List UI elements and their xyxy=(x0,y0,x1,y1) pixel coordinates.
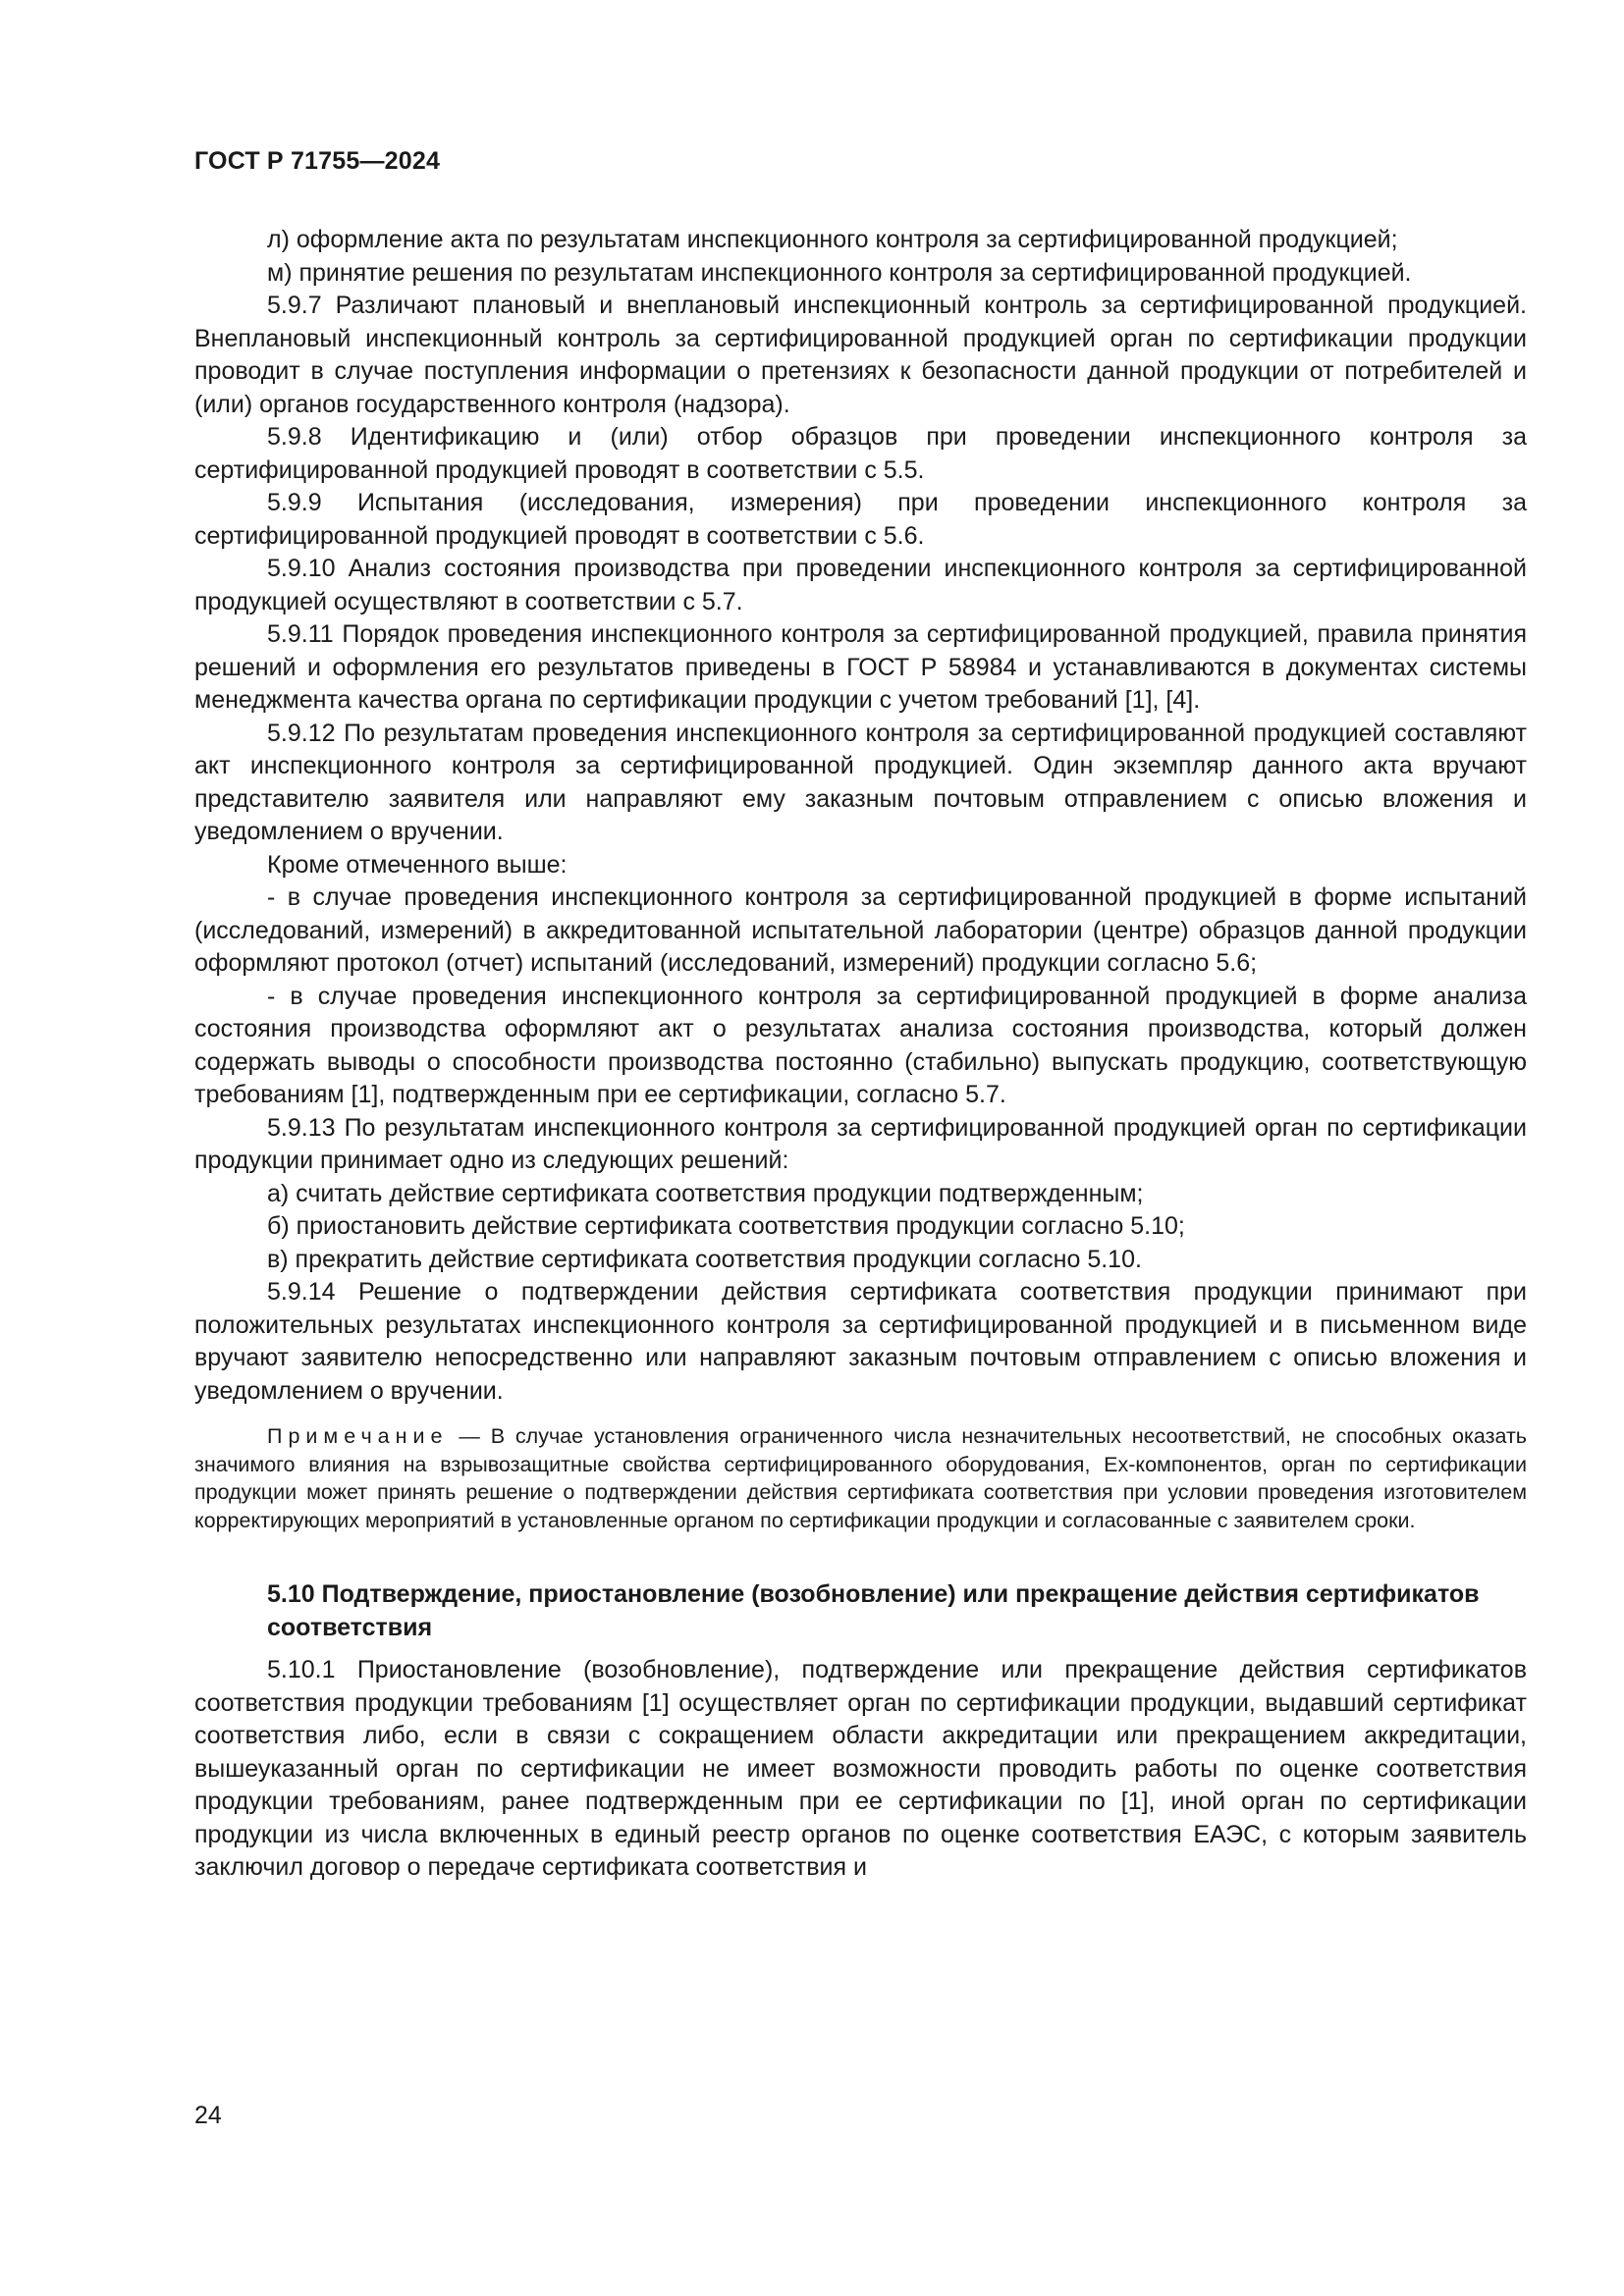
decision-item-v: в) прекратить действие сертификата соответствия продукции согласно 5.10. xyxy=(267,1245,1142,1273)
section-title-5-10: 5.10 Подтверждение, приостановление (возобновление) или прекращение действия сертификатов соответствия xyxy=(267,1580,1480,1641)
clause-5-9-7: 5.9.7 Различают плановый и внеплановый инспекционный контроль за сертифицированной продукцией. Внеплановый инспекционный контроль за сертифицированной продукцией орган по сертификации продукции проводит в случае поступления информации о претензиях к безопасности данной продукции от потребителей и (или) органов государственного контроля (надзора). xyxy=(194,292,1527,418)
clause-5-9-14: 5.9.14 Решение о подтверждении действия сертификата соответствия продукции принимают при положительных результатах инспекционного контроля за сертифицированной продукцией и в письменном виде вручают заявителю непосредственно или направляют заказным почтовым отправлением с описью вложения и уведомлением о вручении. xyxy=(194,1278,1527,1405)
document-header: ГОСТ Р 71755—2024 xyxy=(194,147,441,175)
clause-5-9-12-additional: Кроме отмеченного выше: xyxy=(267,850,568,879)
list-item-m: м) принятие решения по результатам инспекционного контроля за сертифицированной продукцией. xyxy=(267,258,1412,287)
list-item-l: л) оформление акта по результатам инспекционного контроля за сертифицированной продукцией; xyxy=(267,226,1398,253)
bullet-item-tests: - в случае проведения инспекционного контроля за сертифицированной продукцией в форме испытаний (исследований, измерений) в аккредитованной испытательной лаборатории (центре) образцов данной продукции оформляют протокол (отчет) испытаний (исследований, измерений) продукции согласно 5.6; xyxy=(194,883,1527,977)
clause-5-9-8: 5.9.8 Идентификацию и (или) отбор образцов при проведении инспекционного контроля за сертифицированной продукцией проводят в соответствии с 5.5. xyxy=(194,423,1527,484)
decision-item-b: б) приостановить действие сертификата соответствия продукции согласно 5.10; xyxy=(267,1212,1185,1240)
clause-5-9-11: 5.9.11 Порядок проведения инспекционного контроля за сертифицированной продукцией, правила принятия решений и оформления его результатов приведены в ГОСТ Р 58984 и устанавливаются в документах системы менеджмента качества органа по сертификации продукции с учетом требований [1], [4]. xyxy=(194,620,1527,714)
note-text: — В случае установления ограниченного числа незначительных несоответствий, не способных оказать значимого влияния на взрывозащитные свойства сертифицированного оборудования, Ex-компонентов, орган по сертификации продукции может принять решение о подтверждении действия сертификата соответствия при условии проведения изготовителем корректирующих мероприятий в установленные органом по сертификации продукции и согласованные с заявителем сроки. xyxy=(194,1424,1527,1532)
note-label: Примечание xyxy=(267,1424,449,1448)
document-body xyxy=(194,224,1527,1885)
clause-5-9-12: 5.9.12 По результатам проведения инспекционного контроля за сертифицированной продукцией составляют акт инспекционного контроля за сертифицированной продукцией. Один экземпляр данного акта вручают представителю заявителя или направляют ему заказным почтовым отправлением с описью вложения и уведомлением о вручении. xyxy=(194,719,1527,845)
clause-5-9-13: 5.9.13 По результатам инспекционного контроля за сертифицированной продукцией орган по сертификации продукции принимает одно из следующих решений: xyxy=(194,1113,1527,1174)
note xyxy=(194,1422,1527,1534)
decision-item-a: а) считать действие сертификата соответствия продукции подтвержденным; xyxy=(267,1179,1144,1207)
page-number: 24 xyxy=(194,2102,222,2129)
clause-5-9-9: 5.9.9 Испытания (исследования, измерения) при проведении инспекционного контроля за сертифицированной продукцией проводят в соответствии с 5.6. xyxy=(194,489,1527,550)
clause-5-10-1: 5.10.1 Приостановление (возобновление), подтверждение или прекращение действия сертификатов соответствия продукции требованиям [1] осуществляет орган по сертификации продукции, выдавший сертификат соответствия либо, если в связи с сокращением области аккредитации или прекращением аккредитации, вышеуказанный орган по сертификации не имеет возможности проводить работы по оценке соответствия продукции требованиям, ранее подтвержденным при ее сертификации по [1], иной орган по сертификации продукции из числа включенных в единый реестр органов по оценке соответствия ЕАЭС, с которым заявитель заключил договор о передаче сертификата соответствия и xyxy=(194,1656,1527,1881)
bullet-item-production: - в случае проведения инспекционного контроля за сертифицированной продукцией в форме анализа состояния производства оформляют акт о результатах анализа состояния производства, который должен содержать выводы о способности производства постоянно (стабильно) выпускать продукцию, соответствующую требованиям [1], подтвержденным при ее сертификации, согласно 5.7. xyxy=(194,982,1527,1108)
clause-5-9-10: 5.9.10 Анализ состояния производства при проведении инспекционного контроля за сертифицированной продукцией осуществляют в соответствии с 5.7. xyxy=(194,555,1527,615)
